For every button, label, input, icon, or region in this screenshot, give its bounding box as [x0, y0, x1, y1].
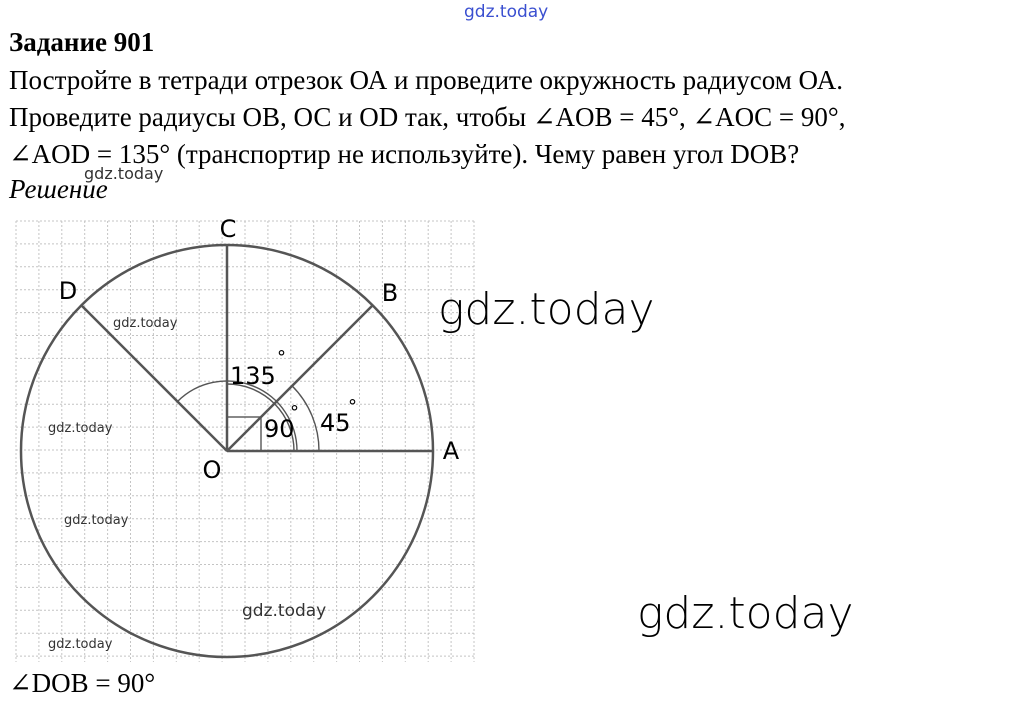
watermark-large-1: gdz.today: [438, 284, 655, 335]
solution-label: Решение: [9, 174, 108, 204]
angle-label-135: 135: [230, 362, 276, 390]
angle-label-45: 45: [320, 409, 351, 437]
task-line-1: Постройте в тетради отрезок ОА и проведите окружность радиусом ОА.: [9, 65, 843, 95]
task-line-2: Проведите радиусы ОВ, ОС и OD так, чтобы ∠AOB = 45°, ∠AOC = 90°,: [9, 102, 846, 132]
watermark-small-4: gdz.today: [64, 513, 129, 528]
task-text: [9, 62, 1009, 173]
answer: ∠DOB = 90°: [9, 668, 156, 698]
watermark-small-2: gdz.today: [113, 316, 178, 331]
point-label-c: C: [219, 215, 237, 243]
watermark-small-5: gdz.today: [242, 601, 327, 621]
point-label-a: A: [442, 437, 460, 465]
degree-mark-90: °: [290, 402, 299, 423]
point-label-b: B: [381, 279, 399, 307]
degree-mark-135: °: [277, 347, 286, 368]
point-label-o: O: [202, 456, 222, 484]
watermark-small-1: gdz.today: [84, 164, 164, 183]
angle-label-90: 90: [264, 415, 295, 443]
watermark-large-2: gdz.today: [637, 588, 854, 639]
task-line-3: ∠AOD = 135° (транспортир не используйте). Чему равен угол DOB?: [9, 139, 800, 169]
watermark-small-6: gdz.today: [48, 637, 113, 652]
watermark-small-3: gdz.today: [48, 421, 113, 436]
grid-paper: [16, 221, 475, 662]
watermark-top: gdz.today: [464, 2, 549, 22]
task-title: Задание 901: [9, 27, 155, 57]
degree-mark-45: °: [348, 396, 357, 417]
point-label-d: D: [58, 277, 78, 305]
